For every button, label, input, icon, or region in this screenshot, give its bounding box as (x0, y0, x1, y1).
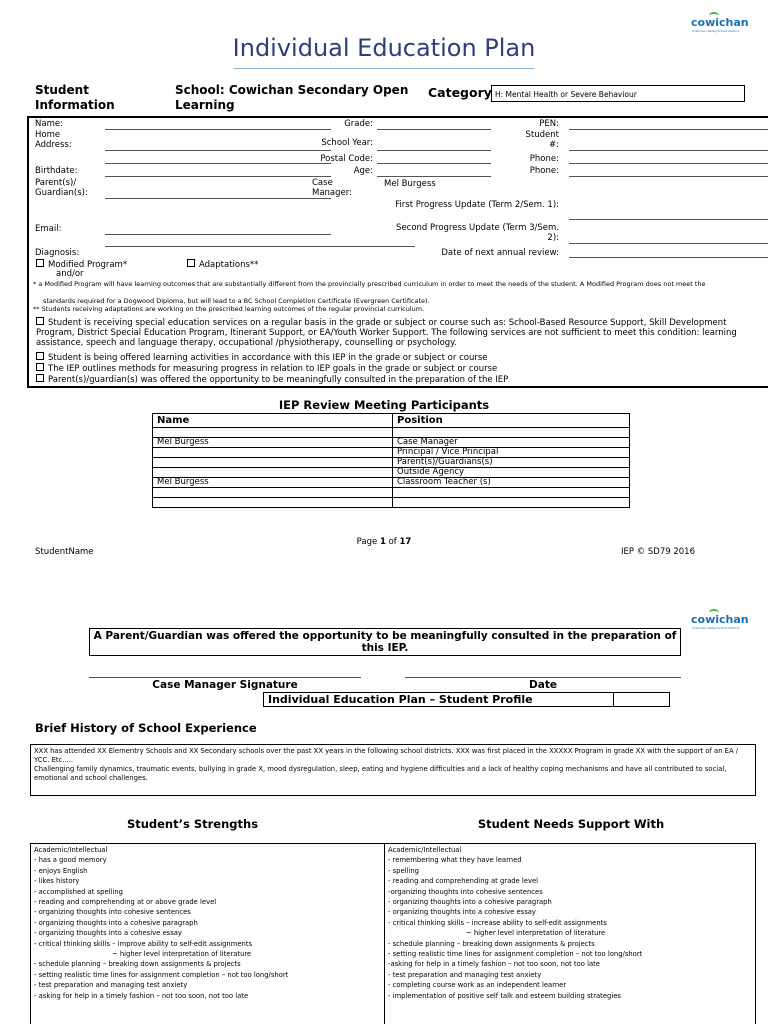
phone-label-1: Phone: (529, 154, 559, 164)
participant-name-cell[interactable] (153, 488, 393, 498)
list-item: -asking for help in a timely fashion – not too soon, not too late (388, 960, 600, 969)
grade-label: Grade: (344, 119, 373, 129)
checkbox-1[interactable] (36, 317, 44, 325)
list-item: - organizing thoughts into cohesive sentences (34, 908, 191, 917)
diagnosis-label: Diagnosis: (35, 248, 80, 258)
address-line-2[interactable] (105, 163, 331, 164)
table-header-row (153, 414, 630, 428)
history-box[interactable] (30, 744, 756, 796)
modified-note-2: standards required for a Dogwood Diploma, but will lead to a BC School Completion Certificate (Evergreen Certificate). (43, 297, 430, 305)
list-item: - setting realistic time lines for assignment completion – not too long/short (388, 950, 643, 959)
participant-name-cell[interactable] (153, 458, 393, 468)
list-item: - critical thinking skills – improve ability to self-edit assignments (34, 939, 253, 948)
email-label: Email: (35, 224, 62, 234)
table-row (153, 458, 630, 468)
checkbox-3[interactable] (36, 363, 44, 371)
table-row (153, 488, 630, 498)
table-row (153, 478, 630, 488)
footer-student-name: StudentName (35, 547, 94, 557)
modified-program-option[interactable]: Modified Program* (36, 259, 127, 270)
first-progress-field[interactable] (569, 219, 768, 220)
table-row (153, 448, 630, 458)
adaptations-option[interactable]: Adaptations** (187, 259, 258, 270)
list-item: ~ higher level interpretation of literature (466, 929, 606, 938)
list-item: - organizing thoughts into a cohesive paragraph (34, 918, 198, 927)
list-item: -organizing thoughts into cohesive sentences (388, 887, 543, 896)
participant-name-cell[interactable] (153, 468, 393, 478)
list-item: - setting realistic time lines for assignment completion – not too long/short (34, 970, 289, 979)
postal-code-field[interactable] (377, 163, 491, 164)
parents-label: Parent(s)/ Guardian(s): (35, 178, 88, 198)
checkbox-4[interactable] (36, 374, 44, 382)
service-check-2[interactable]: Student is being offered learning activities in accordance with this IEP in the grade or subject or course (36, 352, 766, 363)
history-title: Brief History of School Experience (35, 721, 257, 735)
modified-note: * a Modified Program will have learning outcomes that are substantially different from the provincially prescribed curriculum in order to meet the needs of the student. A Modified Program does not meet the (33, 280, 706, 288)
date-line[interactable] (405, 677, 681, 678)
list-item: - test preparation and managing test anxiety (34, 981, 188, 990)
col-position-header: Position (393, 414, 630, 428)
participant-name-cell[interactable] (153, 428, 393, 438)
case-manager-label: Case Manager: (312, 178, 352, 198)
participant-position-cell[interactable] (393, 498, 630, 508)
list-item: Academic/Intellectual (388, 846, 462, 854)
participant-position-cell[interactable] (393, 488, 630, 498)
profile-title-cell (613, 692, 670, 707)
service-check-3[interactable]: The IEP outlines methods for measuring progress in relation to IEP goals in the grade or subject or course (36, 363, 766, 374)
list-item: - enjoys English (34, 866, 88, 875)
pen-label: PEN: (539, 119, 559, 129)
first-progress-label: First Progress Update (Term 2/Sem. 1): (395, 200, 559, 210)
list-item: - remembering what they have learned (388, 856, 522, 865)
list-item: - organizing thoughts into a cohesive paragraph (388, 898, 552, 907)
case-manager-value: Mel Burgess (384, 179, 436, 189)
list-item: - likes history (34, 877, 80, 886)
adaptations-note: ** Students receiving adaptations are working on the prescribed learning outcomes of the regular provincial curriculum. (33, 305, 425, 313)
home-address-label: Home Address: (35, 130, 72, 150)
consultation-statement: A Parent/Guardian was offered the opportunity to be meaningfully consulted in the preparation of this IEP. (89, 628, 681, 656)
list-item: - organizing thoughts into a cohesive essay (34, 929, 182, 938)
age-label: Age: (353, 166, 373, 176)
next-review-label: Date of next annual review: (441, 248, 559, 258)
participants-table (152, 413, 630, 508)
home-address-field[interactable] (105, 150, 331, 151)
participants-body (153, 428, 630, 508)
list-item: - reading and comprehending at or above grade level (34, 898, 217, 907)
col-name-header: Name (153, 414, 393, 428)
title-underline (234, 68, 534, 69)
name-field[interactable] (105, 129, 331, 130)
history-paragraph-2: Challenging family dynamics, traumatic events, bullying in grade X, mood dysregulation, sleep, eating and hygiene difficulties and a lack of healthy coping mechanisms and have all contributed to social, emotional and school challenges. (34, 765, 727, 782)
modified-program-checkbox[interactable] (36, 259, 44, 267)
phone-field-2[interactable] (569, 176, 768, 177)
parents-field[interactable] (105, 198, 331, 199)
participant-position-cell[interactable]: Principal / Vice Principal (393, 448, 630, 458)
district-logo-2: cowichan Cowichan Valley School District (691, 613, 741, 639)
next-review-field[interactable] (569, 257, 768, 258)
list-item: Academic/Intellectual (34, 846, 108, 854)
school-heading: School: Cowichan Secondary Open Learning (175, 83, 409, 112)
table-row (153, 438, 630, 448)
list-item: - critical thinking skills – increase ability to self-edit assignments (388, 918, 607, 927)
list-item: - asking for help in a timely fashion – not too soon, not too late (34, 991, 249, 1000)
list-item: - schedule planning – breaking down assignments & projects (388, 939, 595, 948)
student-info-heading: Student Information (35, 83, 115, 112)
diagnosis-field[interactable] (105, 246, 415, 247)
service-check-4[interactable]: Parent(s)/guardian(s) was offered the opportunity to be meaningfully consulted in the preparation of the IEP (36, 374, 766, 385)
page-title: Individual Education Plan (232, 34, 536, 62)
phone-field-1[interactable] (569, 163, 768, 164)
student-form (27, 116, 768, 388)
participant-position-cell[interactable] (393, 428, 630, 438)
age-field[interactable] (377, 176, 491, 177)
pen-field[interactable] (569, 129, 768, 130)
list-item: - implementation of positive self talk and esteem building strategies (388, 991, 621, 1000)
list-item: - spelling (388, 866, 419, 875)
grade-field[interactable] (377, 129, 491, 130)
phone-label-2: Phone: (529, 166, 559, 176)
participant-position-cell[interactable]: Outside Agency (393, 468, 630, 478)
list-item: - organizing thoughts into a cohesive essay (388, 908, 536, 917)
and-or-text: and/or (56, 269, 84, 279)
list-item: - completing course work as an independent learner (388, 981, 567, 990)
list-item: - schedule planning – breaking down assignments & projects (34, 960, 241, 969)
second-progress-label: Second Progress Update (Term 3/Sem. 2): (396, 223, 559, 243)
list-item: ~ higher level interpretation of literature (112, 950, 252, 959)
birthdate-label: Birthdate: (35, 166, 78, 176)
school-year-field[interactable] (377, 150, 491, 151)
table-row (153, 428, 630, 438)
list-item: - has a good memory (34, 856, 107, 865)
category-label: Category (428, 85, 492, 100)
strengths-box[interactable] (30, 843, 385, 1024)
needs-box[interactable] (385, 843, 756, 1024)
date-label: Date (529, 679, 557, 691)
list-item: - test preparation and managing test anxiety (388, 970, 542, 979)
table-row (153, 498, 630, 508)
profile-title: Individual Education Plan – Student Profile (263, 692, 614, 707)
list-item: - reading and comprehending at grade level (388, 877, 539, 886)
email-field[interactable] (105, 234, 331, 235)
postal-code-label: Postal Code: (320, 154, 373, 164)
service-check-1[interactable]: Student is receiving special education services on a regular basis in the grade or subject or course such as: School-Based Resource Support, Skill Development Program, District Special Education Program, Itinerant Support, or EA/Youth Worker Support. The following services are not sufficient to meet this condition: learning assistance, speech and language therapy, occupational /physiotherapy, counselling or psychology. (36, 318, 737, 348)
district-logo: cowichan Cowichan Valley School District (691, 16, 741, 42)
participants-title: IEP Review Meeting Participants (278, 398, 490, 412)
student-number-field[interactable] (569, 150, 768, 151)
signature-line[interactable] (89, 677, 361, 678)
history-paragraph-1: XXX has attended XX Elementry Schools and XX Secondary schools over the past XX years in the following school districts. XXX was first placed in the XXXXX Program in grade XX with the support of an EA / YCC. Etc..... (34, 747, 739, 764)
needs-title: Student Needs Support With (477, 817, 665, 831)
page-number: Page 1 of 17 (356, 537, 412, 547)
participant-position-cell[interactable]: Classroom Teacher (s) (393, 478, 630, 488)
student-number-label: Student #: (525, 130, 559, 150)
footer-iep: IEP © SD79 2016 (621, 547, 695, 557)
participant-name-cell[interactable] (153, 448, 393, 458)
participant-name-cell[interactable]: Mel Burgess (153, 438, 393, 448)
checkbox-2[interactable] (36, 352, 44, 360)
participant-name-cell[interactable] (153, 498, 393, 508)
adaptations-checkbox[interactable] (187, 259, 195, 267)
signature-label: Case Manager Signature (152, 679, 298, 691)
table-row (153, 468, 630, 478)
name-label: Name: (35, 119, 63, 129)
school-year-label: School Year: (321, 138, 373, 148)
category-field[interactable]: H: Mental Health or Severe Behaviour (491, 85, 745, 102)
participant-position-cell[interactable]: Parent(s)/Guardians(s) (393, 458, 630, 468)
list-item: - accomplished at spelling (34, 887, 123, 896)
participant-position-cell[interactable]: Case Manager (393, 438, 630, 448)
birthdate-field[interactable] (105, 176, 331, 177)
second-progress-field[interactable] (569, 243, 768, 244)
participant-name-cell[interactable]: Mel Burgess (153, 478, 393, 488)
strengths-title: Student’s Strengths (126, 817, 259, 831)
